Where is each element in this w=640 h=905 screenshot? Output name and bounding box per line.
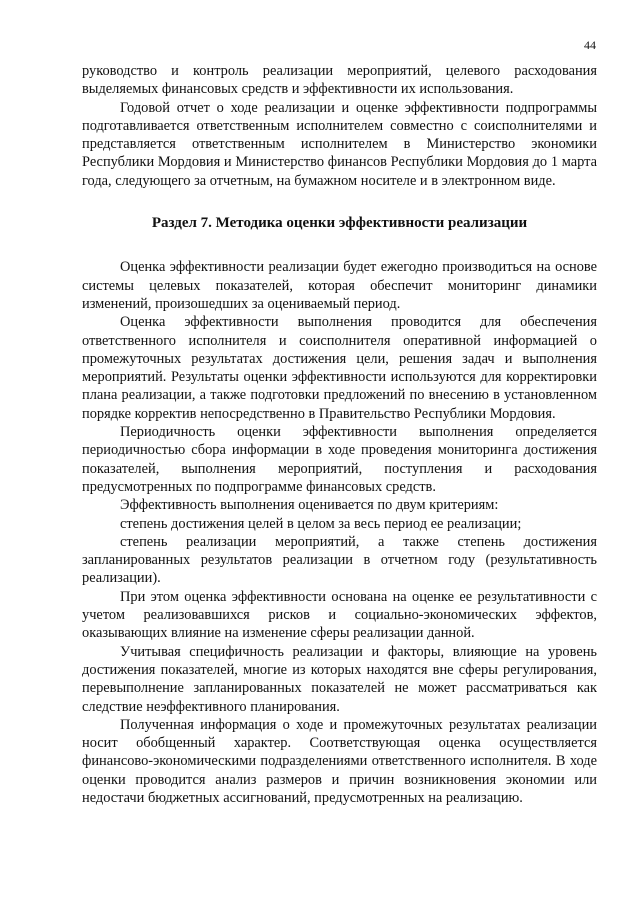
list-item: степень реализации мероприятий, а также степень достижения запланированных результатов реализации в отчетном году (результативность реализации). <box>82 533 597 587</box>
list-item: степень достижения целей в целом за весь период ее реализации; <box>120 515 522 532</box>
paragraph: Полученная информация о ходе и промежуточных результатах реализации носит обобщенный характер. Соответствующая оценка осуществляется финансово-экономическими подразделениями ответственного исполнителя. В ходе оценки проводится анализ размеров и причин возникновения экономии или недостачи бюджетных ассигнований, предусмотренных на реализацию. <box>82 716 597 806</box>
paragraph: Периодичность оценки эффективности выполнения определяется периодичностью сбора информации в ходе проведения мониторинга достижения показателей, выполнения мероприятий, поступления и расходования предусмотренных по подпрограмме финансовых средств. <box>82 424 597 495</box>
paragraph: руководство и контроль реализации мероприятий, целевого расходования выделяемых финансовых средств и эффективности их использования. <box>82 63 597 98</box>
page-number: 44 <box>584 38 596 52</box>
paragraph: Эффективность выполнения оценивается по двум критериям: <box>120 497 499 514</box>
paragraph: Учитывая специфичность реализации и факторы, влияющие на уровень достижения показателей, многие из которых находятся вне сферы регулирования, перевыполнение запланированных показателей не может рассматриваться как следствие неэффективного планирования. <box>82 643 597 715</box>
section-heading: Раздел 7. Методика оценки эффективности реализации <box>151 215 528 232</box>
paragraph: При этом оценка эффективности основана на оценке ее результативности с учетом реализовавшихся рисков и социально-экономических эффектов, оказывающих влияние на изменение сферы реализации данной. <box>82 588 597 642</box>
paragraph: Оценка эффективности реализации будет ежегодно производиться на основе системы целевых показателей, которая обеспечит мониторинг динамики изменений, произошедших за оцениваемый период. <box>82 259 597 312</box>
paragraph: Оценка эффективности выполнения проводится для обеспечения ответственного исполнителя и соисполнителя оперативной информацией о промежуточных результатах достижения цели, решения задач и выполнения мероприятий. Результаты оценки эффективности используются для корректировки плана реализации, а также подготовки предложений по внесению в установленном порядке корректив непосредственно в Правительство Республики Мордовия. <box>82 314 597 422</box>
paragraph: Годовой отчет о ходе реализации и оценке эффективности подпрограммы подготавливается ответственным исполнителем совместно с соисполнителями и представляется ответственным исполнителем в Министерство экономики Республики Мордовия и Министерство финансов Республики Мордовия до 1 марта года, следующего за отчетным, на бумажном носителе и в электронном виде. <box>82 99 597 189</box>
document-body <box>82 62 597 807</box>
